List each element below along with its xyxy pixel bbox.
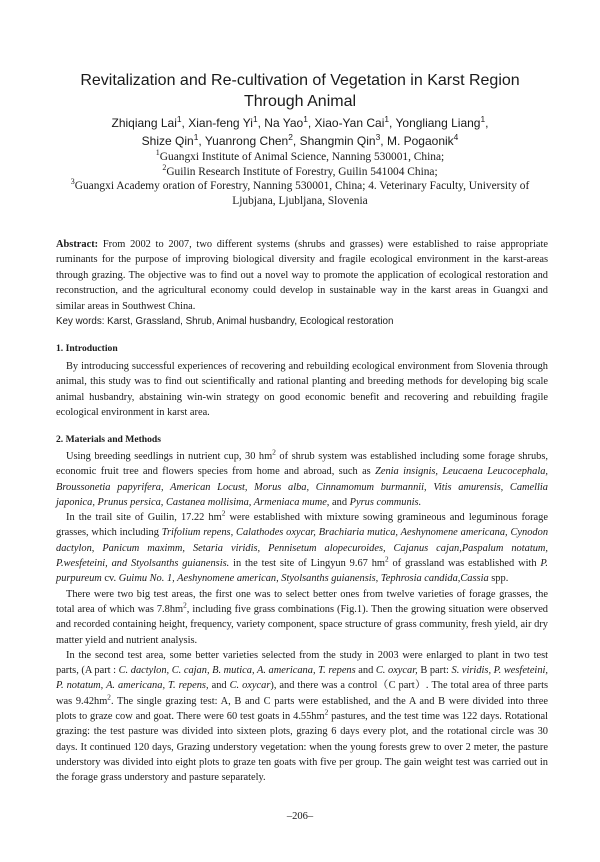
methods-body	[56, 449, 548, 786]
affiliations	[40, 150, 560, 208]
paragraph: There were two big test areas, the first one was to select better ones from twelve varieties of forage grasses, the total area of which was $7.8hm^2$, including five grass combinations (Fig.1). Then the growing situation were observed and recorded containing height, frequency, variety component, space structure of grass community, fresh yield, air dry matter yield and nutrient analysis.	[56, 588, 548, 646]
section-heading-methods: 2. Materials and Methods	[56, 434, 161, 445]
author: Yongliang Liang$^1$,	[395, 114, 489, 130]
author-line-2	[40, 133, 560, 151]
paragraph: In the second test area, some better varieties selected from the study in 2003 were enlarged to plant in two test parts, (A part : C. dactylon, C. cajan, B. mutica, A. americana, T. repens and C. oxycar, B part: S. viridis, P. wesfeteini, P. notatum, A. americana, T. repens, and C. oxycar), and there was a control（C part）. The total area of three parts was $9.42hm^2$. The single grazing test: A, B and C parts were established, and the A and B were divided into three plots to graze cow and goat. There were 60 test goats in $4.55hm^2$ pastures, and the test time was 122 days. Rotational grazing: the test pasture was divided into sixteen plots, grazing 6 days every plot, and the rotational circle was 30 days. It continued 120 days, Grazing understory vegetation: when the young forests grew to over 2 meter, the pasture understory was divided into eight plots to graze ten goats with five per group. The gain weight test was carried out in the forage grass understory and pasture separately.	[56, 649, 549, 784]
author-line-1	[40, 115, 560, 133]
paragraph: By introducing successful experiences of recovering and rebuilding ecological environment from Slovenia through animal, this study was to find out scientifically and rational planting and breeding methods for developing big scale animal husbandry, abstaining win-win strategy on good economic benefit and recovering and rebuilding fragile ecological environment in karst area.	[56, 361, 548, 418]
title-line-1: Revitalization and Re-cultivation of Vegetation in Karst Region	[80, 72, 520, 89]
author: Na Yao$^1$,	[264, 114, 315, 130]
author: Xian-feng Yi$^1$,	[188, 114, 265, 130]
author: Shize Qin$^1$,	[141, 131, 205, 148]
affiliation-1: $^1$Guangxi Institute of Animal Science, Nanning 530001, China;	[155, 148, 445, 163]
abstract	[56, 237, 548, 314]
author: Shangmin Qin$^3$,	[299, 131, 387, 148]
author-list	[40, 115, 560, 150]
paper-title	[40, 70, 560, 112]
author: Xiao-Yan Cai$^1$,	[314, 114, 396, 130]
section-heading-introduction: 1. Introduction	[56, 343, 118, 354]
author: Yuanrong Chen$^2$,	[204, 131, 300, 148]
keywords: Key words: Karst, Grassland, Shrub, Animal husbandry, Ecological restoration	[56, 316, 394, 327]
abstract-text: From 2002 to 2007, two different systems (shrubs and grasses) were established to raise appropriate ruminants for the purpose of improving biological diversity and fragile ecological environment in the karst-areas through grazing. The objective was to find out a novel way to promote the application of ecological restoration and reconstruction, and the agricultural economy could develop in sustainable way in the karst areas in Guangxi and similar areas in Southwest China.	[56, 239, 548, 312]
affiliation-3: $^3$Guangxi Academy oration of Forestry, Nanning 530001, China; 4. Veterinary Faculty, University of	[70, 177, 530, 192]
paragraph: Using breeding seedlings in nutrient cup, 30 $hm^2$ of shrub system was established including some forage shrubs, economic fruit tree and flowers species from home and abroad, such as Zenia insignis, Leucaena Leucocephala, Broussonetia papyrifera, American Locust, Morus alba, Cinnamomum burmannii, Vitis amurensis, Camellia japonica, Prunus persica, Castanea mollisima, Armeniaca mume, and Pyrus communis.	[56, 448, 549, 508]
paragraph: In the trail site of Guilin, 17.22 $hm^2$ were established with mixture sowing gramineous and leguminous forage grasses, which including Trifolium repens, Calathodes oxycar, Brachiaria mutica, Aeshynomene americana, Cynodon dactylon, Panicum maximm, Setaria viridis, Pennisetum alopecuroides, Cajanus cajan,Paspalum notatum, P.wesfeteini, and Styolsanths guianensis. in the test site of Lingyun 9.67 $hm^2$ of grassland was established with P. purpureum cv. Guimu No. 1, Aeshynomene american, Styolsanths guianensis, Tephrosia candida,Cassia spp.	[56, 509, 549, 585]
author: Zhiqiang Lai$^1$,	[111, 114, 189, 130]
author: M. Pogaonik$^4$	[386, 131, 459, 148]
page-number: –206–	[286, 811, 314, 822]
title-line-2: Through Animal	[243, 93, 357, 110]
affiliation-3-cont: Ljubjana, Ljubljana, Slovenia	[232, 194, 368, 207]
affiliation-2: $^2$Guilin Research Institute of Forestry, Guilin 541004 China;	[162, 162, 438, 178]
introduction-body	[56, 359, 548, 420]
abstract-label: Abstract:	[56, 239, 99, 250]
